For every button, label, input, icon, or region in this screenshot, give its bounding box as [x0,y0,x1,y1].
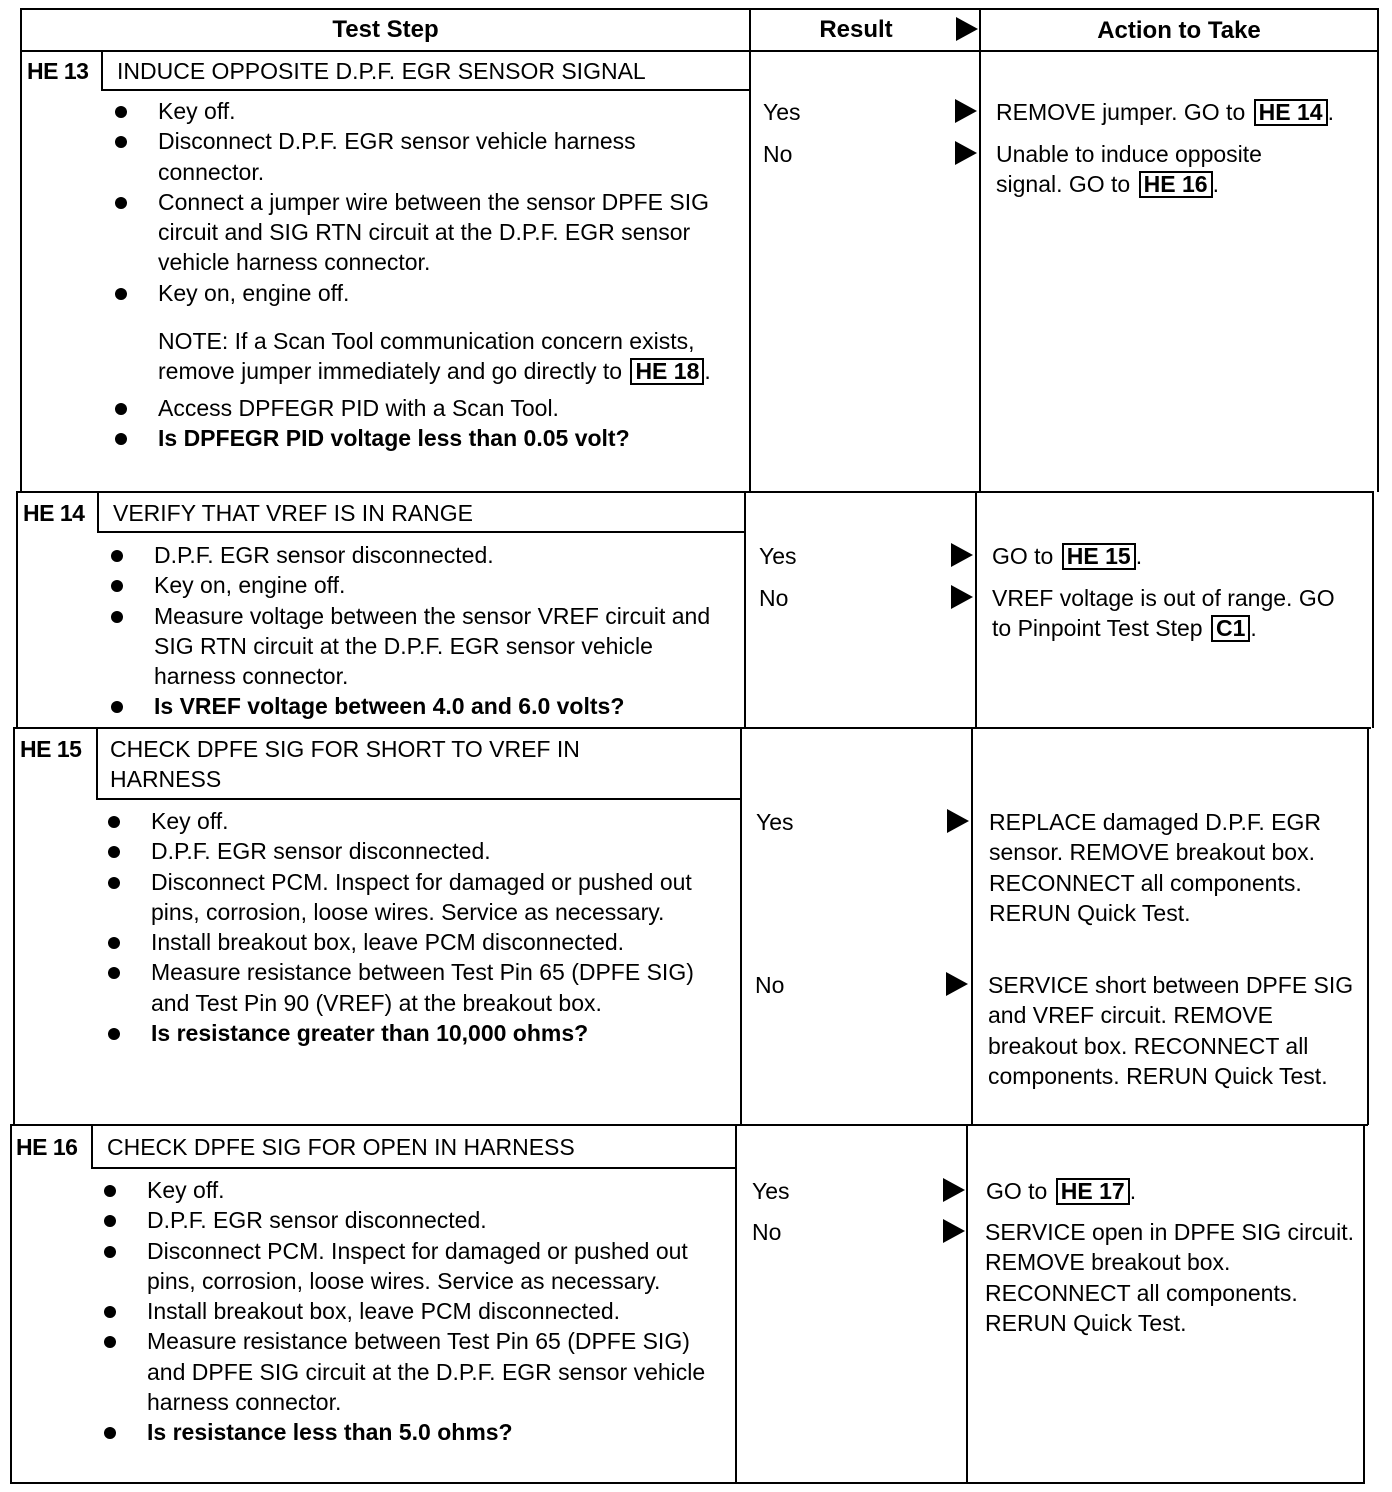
bullet-icon [108,816,120,828]
step-list-he16 [104,1175,734,1448]
step-list-he13 [115,96,745,453]
result-yes-he14: Yes [759,543,797,569]
bullet-icon [108,937,120,949]
list-item [108,957,738,1018]
table-border-left-3 [13,728,15,1125]
step-ref-c1[interactable]: C1 [1211,615,1250,642]
step-title-he13: INDUCE OPPOSITE D.P.F. EGR SENSOR SIGNAL [117,58,646,84]
step-title-he16: CHECK DPFE SIG FOR OPEN IN HARNESS [107,1134,575,1160]
title-underline-he13 [101,89,751,91]
bullet-icon [115,136,127,148]
bullet-icon [108,877,120,889]
question-item [104,1417,734,1447]
header-arrow-icon [956,17,978,41]
list-item [108,836,738,866]
table-border-right-2 [1372,492,1374,728]
action-text: Unable to induce opposite signal. GO to [996,141,1262,198]
header-divider [20,50,1379,52]
list-item [115,187,745,278]
step-text: Measure resistance between Test Pin 65 (DPFE SIG) and Test Pin 90 (VREF) at the breakout box. [151,959,694,1016]
question-item [115,423,745,453]
step-ref-he17[interactable]: HE 17 [1056,1178,1130,1205]
action-no-he16: SERVICE open in DPFE SIG circuit. REMOVE breakout box. RECONNECT all components. RERUN Quick Test. [985,1219,1354,1336]
action-yes-he14 [992,541,1362,571]
question-text: Is VREF voltage between 4.0 and 6.0 volts? [154,693,625,720]
step-ref-he18[interactable]: HE 18 [630,358,704,385]
table-border-left [20,8,22,492]
id-divider-he15 [96,728,98,799]
table-border-bottom [10,1482,1365,1484]
action-suffix: . [1250,615,1257,642]
bullet-icon [104,1215,116,1227]
arrow-icon [943,1178,965,1202]
col-divider-step-result-4 [735,1125,737,1484]
col-divider-step-result [749,8,751,492]
bullet-icon [104,1246,116,1258]
list-item [111,570,741,600]
bullet-icon [104,1185,116,1197]
list-item [104,1326,734,1417]
list-item [115,393,745,423]
list-item [104,1205,734,1235]
step-text: Disconnect D.P.F. EGR sensor vehicle harness connector. [158,128,636,185]
arrow-icon [955,99,977,123]
list-item [108,806,738,836]
header-test-step: Test Step [332,16,439,43]
list-item [108,867,738,928]
step-text: Disconnect PCM. Inspect for damaged or pushed out pins, corrosion, loose wires. Service as necessary. [147,1237,688,1294]
question-text: Is DPFEGR PID voltage less than 0.05 volt? [158,424,630,451]
question-text: Is resistance greater than 10,000 ohms? [151,1020,589,1047]
col-divider-result-action [979,8,981,492]
step-text: D.P.F. EGR sensor disconnected. [151,838,491,865]
step-list-he15 [108,806,738,1048]
result-no-he13: No [763,141,793,167]
step-title-he14: VERIFY THAT VREF IS IN RANGE [113,500,473,526]
list-item [115,278,745,308]
step-ref-he14[interactable]: HE 14 [1254,99,1328,126]
bullet-icon [115,106,127,118]
action-suffix: . [1129,1178,1137,1204]
action-text: VREF voltage is out of range. GO to Pinpoint Test Step [992,585,1335,642]
table-border-left-4 [10,1125,12,1484]
step-text: Key off. [158,98,236,124]
bullet-icon [111,580,123,592]
step-title-he15: CHECK DPFE SIG FOR SHORT TO VREF IN HARNESS [110,736,580,793]
bullet-icon [111,611,123,623]
action-yes-he16 [986,1176,1356,1206]
step-ref-he15[interactable]: HE 15 [1062,543,1136,570]
action-no-he14 [992,583,1352,644]
bullet-icon [108,967,120,979]
result-yes-he13: Yes [763,99,801,125]
col-divider-step-result-3 [740,728,742,1125]
step-id-he16: HE 16 [16,1134,78,1160]
step-id-he13: HE 13 [27,58,89,84]
col-divider-result-action-3 [971,728,973,1125]
title-underline-he15 [96,798,742,800]
note-item: NOTE: If a Scan Tool communication concern exists, remove jumper immediately and go directly to HE 18 . [158,328,711,385]
list-item [104,1296,734,1326]
list-item [108,927,738,957]
bullet-icon [104,1336,116,1348]
bullet-icon [104,1427,116,1439]
row-divider-he16 [10,1124,1368,1126]
step-text: Install breakout box, leave PCM disconnected. [147,1298,621,1325]
step-text: Measure voltage between the sensor VREF circuit and SIG RTN circuit at the D.P.F. EGR sensor vehicle harness connector. [154,602,711,690]
arrow-icon [946,972,968,996]
col-divider-step-result-2 [744,492,746,728]
list-item [104,1175,734,1205]
question-text: Is resistance less than 5.0 ohms? [147,1419,513,1446]
step-list-he14 [111,540,741,722]
table-border-left-2 [16,492,18,728]
bullet-icon [115,433,127,445]
list-item [115,96,745,126]
action-suffix: . [1212,171,1219,198]
step-text: Access DPFEGR PID with a Scan Tool. [158,394,559,421]
action-no-he15: SERVICE short between DPFE SIG and VREF circuit. REMOVE breakout box. RECONNECT all components. RERUN Quick Test. [988,972,1354,1089]
step-text: Measure resistance between Test Pin 65 (DPFE SIG) and DPFE SIG circuit at the D.P.F. EGR sensor vehicle harness connector. [147,1328,706,1416]
step-text: D.P.F. EGR sensor disconnected. [147,1207,487,1234]
col-divider-result-action-4 [966,1125,968,1484]
step-text: Key off. [151,808,229,834]
action-text: GO to [986,1178,1048,1204]
id-divider-he13 [101,50,103,90]
action-yes-he15: REPLACE damaged D.P.F. EGR sensor. REMOVE breakout box. RECONNECT all components. RERUN Quick Test. [989,809,1321,926]
row-divider-he15 [13,727,1371,729]
bullet-icon [115,288,127,300]
action-suffix: . [1327,99,1334,125]
bullet-icon [111,701,123,713]
question-item [111,691,741,721]
table-border-right-3 [1367,728,1369,1125]
result-no-he14: No [759,585,789,611]
list-item [111,601,741,692]
table-border-top [20,8,1379,10]
step-text: Key off. [147,1177,225,1203]
id-divider-he14 [97,492,99,532]
step-text: Connect a jumper wire between the sensor DPFE SIG circuit and SIG RTN circuit at the D.P.F. EGR sensor vehicle harness connector. [158,188,709,276]
result-yes-he15: Yes [756,809,794,835]
arrow-icon [951,543,973,567]
step-id-he14: HE 14 [23,500,85,526]
action-yes-he13 [996,97,1372,127]
question-item [108,1018,738,1048]
step-id-he15: HE 15 [20,736,82,762]
action-text: GO to [992,543,1054,569]
list-item [104,1236,734,1297]
result-yes-he16: Yes [752,1178,790,1204]
col-divider-result-action-2 [975,492,977,728]
step-text: Key on, engine off. [158,279,350,306]
table-border-right-4 [1363,1125,1365,1484]
step-text: D.P.F. EGR sensor disconnected. [154,542,494,568]
list-item [111,540,741,570]
step-ref-he16[interactable]: HE 16 [1139,171,1213,198]
title-underline-he14 [97,531,745,533]
bullet-icon [104,1306,116,1318]
bullet-icon [115,197,127,209]
action-text: REMOVE jumper. GO to [996,99,1246,125]
arrow-icon [943,1219,965,1243]
row-divider-he14 [16,491,1374,493]
arrow-icon [955,141,977,165]
table-border-right [1377,8,1379,492]
result-no-he16: No [752,1219,782,1245]
bullet-icon [108,846,120,858]
id-divider-he16 [91,1125,93,1168]
list-item [115,126,745,187]
bullet-icon [115,403,127,415]
header-result: Result [819,16,893,43]
title-underline-he16 [91,1167,737,1169]
result-no-he15: No [755,972,785,998]
bullet-icon [111,550,123,562]
action-suffix: . [1135,543,1143,569]
action-no-he13 [996,139,1326,200]
header-action: Action to Take [1097,17,1261,44]
step-text: Install breakout box, leave PCM disconnected. [151,929,625,956]
bullet-icon [108,1028,120,1040]
step-text: Disconnect PCM. Inspect for damaged or pushed out pins, corrosion, loose wires. Service as necessary. [151,868,692,925]
step-text: Key on, engine off. [154,572,346,599]
arrow-icon [951,585,973,609]
arrow-icon [947,809,969,833]
note-text: NOTE: If a Scan Tool communication concern exists, remove jumper immediately and go directly to [158,328,695,385]
